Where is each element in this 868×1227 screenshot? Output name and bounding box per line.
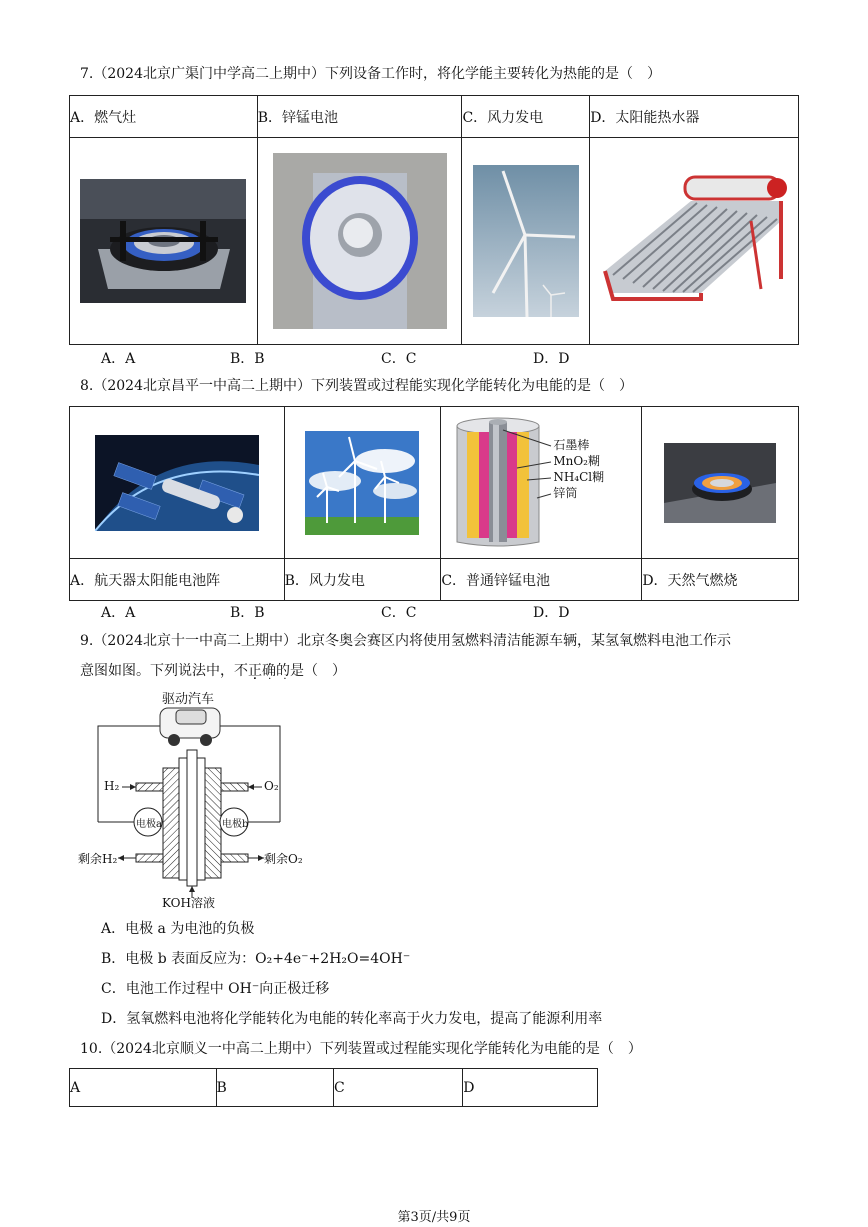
q7-stem: 7.（2024北京广渠门中学高二上期中）下列设备工作时，将化学能主要转化为热能的是（ ） bbox=[80, 66, 661, 82]
q7-option-b-label: B．锌锰电池 bbox=[257, 96, 462, 138]
q7-answer-d[interactable]: D．D bbox=[533, 351, 570, 367]
q10-header-d: D bbox=[463, 1069, 598, 1107]
page-number: 第3页/共9页 bbox=[397, 1210, 471, 1225]
q9-stem-part-b: 的是（ ） bbox=[276, 663, 346, 679]
q8-option-a-image-cell bbox=[70, 407, 285, 559]
q10-header-a: A bbox=[70, 1069, 217, 1107]
q7-option-a-image-cell bbox=[70, 138, 258, 345]
fuel-cell-schematic bbox=[78, 688, 308, 910]
fuel-cell-diagram bbox=[78, 688, 308, 910]
natural-gas-flame-image bbox=[664, 443, 776, 523]
q7-option-d-image-cell bbox=[590, 138, 799, 345]
electrode-a-label: 电极a bbox=[136, 819, 162, 830]
cell-label-mno2-paste: MnO₂糊 bbox=[553, 453, 600, 468]
koh-solution-label: KOH溶液 bbox=[162, 896, 215, 910]
spacecraft-solar-array-image bbox=[95, 435, 259, 531]
cell-label-nh4cl-paste: NH₄Cl糊 bbox=[553, 469, 605, 484]
wind-farm-image bbox=[305, 431, 419, 535]
remaining-h2-label: 剩余H₂ bbox=[78, 852, 118, 866]
solar-water-heater-image bbox=[601, 171, 787, 311]
q8-answer-c[interactable]: C．C bbox=[381, 605, 417, 621]
q8-table bbox=[69, 406, 799, 601]
q9-stem-emphasis: 不正确 bbox=[234, 663, 276, 679]
q10-header-b: B bbox=[216, 1069, 333, 1107]
cell-leader-lines bbox=[441, 408, 641, 558]
h2-inlet-label: H₂ bbox=[104, 779, 120, 793]
gas-stove-image bbox=[80, 179, 246, 303]
q8-option-c-image-cell bbox=[441, 407, 642, 559]
o2-inlet-label: O₂ bbox=[264, 779, 279, 793]
electrode-b-label: 电极b bbox=[222, 819, 249, 830]
q10-stem: 10.（2024北京顺义一中高二上期中）下列装置或过程能实现化学能转化为电能的是（ ） bbox=[80, 1041, 642, 1057]
q9-stem-line1: 9.（2024北京十一中高二上期中）北京冬奥会赛区内将使用氢燃料清洁能源车辆，某氢氧燃料电池工作示 bbox=[80, 633, 731, 649]
q8-answer-d[interactable]: D．D bbox=[533, 605, 570, 621]
cell-label-graphite-rod: 石墨棒 bbox=[553, 437, 590, 452]
q8-stem: 8.（2024北京昌平一中高二上期中）下列装置或过程能实现化学能转化为电能的是（ ） bbox=[80, 378, 633, 394]
q7-table bbox=[69, 95, 799, 345]
car-label: 驱动汽车 bbox=[162, 692, 215, 707]
q7-option-a-label: A．燃气灶 bbox=[70, 96, 258, 138]
q8-option-b-label: B．风力发电 bbox=[284, 559, 441, 601]
q7-option-d-label: D．太阳能热水器 bbox=[590, 96, 799, 138]
q7-option-b-image-cell bbox=[257, 138, 462, 345]
q10-table bbox=[69, 1068, 598, 1107]
emphasis-dots: ··· bbox=[253, 674, 299, 685]
q9-choice-a[interactable]: A．电极 a 为电池的负极 bbox=[101, 921, 255, 937]
q7-option-c-label: C．风力发电 bbox=[462, 96, 590, 138]
remaining-o2-label: 剩余O₂ bbox=[264, 852, 303, 866]
q8-option-d-image-cell bbox=[642, 407, 799, 559]
q7-answer-a[interactable]: A．A bbox=[101, 351, 136, 367]
q9-choice-c[interactable]: C．电池工作过程中 OH⁻向正极迁移 bbox=[101, 981, 330, 997]
q8-option-d-label: D．天然气燃烧 bbox=[642, 559, 799, 601]
wind-turbine-image bbox=[473, 165, 579, 317]
cell-label-zinc-can: 锌筒 bbox=[553, 485, 578, 500]
q10-header-c: C bbox=[333, 1069, 462, 1107]
q9-choice-b[interactable]: B．电极 b 表面反应为：O₂+4e⁻+2H₂O=4OH⁻ bbox=[101, 951, 411, 967]
q9-stem-part-a: 意图如图。下列说法中， bbox=[80, 663, 234, 679]
q8-option-b-image-cell bbox=[284, 407, 441, 559]
q8-answer-a[interactable]: A．A bbox=[101, 605, 136, 621]
q8-option-c-label: C．普通锌锰电池 bbox=[441, 559, 642, 601]
q8-option-a-label: A．航天器太阳能电池阵 bbox=[70, 559, 285, 601]
q9-choice-d[interactable]: D．氢氧燃料电池将化学能转化为电能的转化率高于火力发电，提高了能源利用率 bbox=[101, 1011, 603, 1027]
q8-answer-b[interactable]: B．B bbox=[230, 605, 265, 621]
zinc-manganese-battery-image bbox=[273, 153, 447, 329]
q9-stem-line2 bbox=[80, 661, 346, 681]
q7-answer-b[interactable]: B．B bbox=[230, 351, 265, 367]
q7-option-c-image-cell bbox=[462, 138, 590, 345]
q7-answer-c[interactable]: C．C bbox=[381, 351, 417, 367]
